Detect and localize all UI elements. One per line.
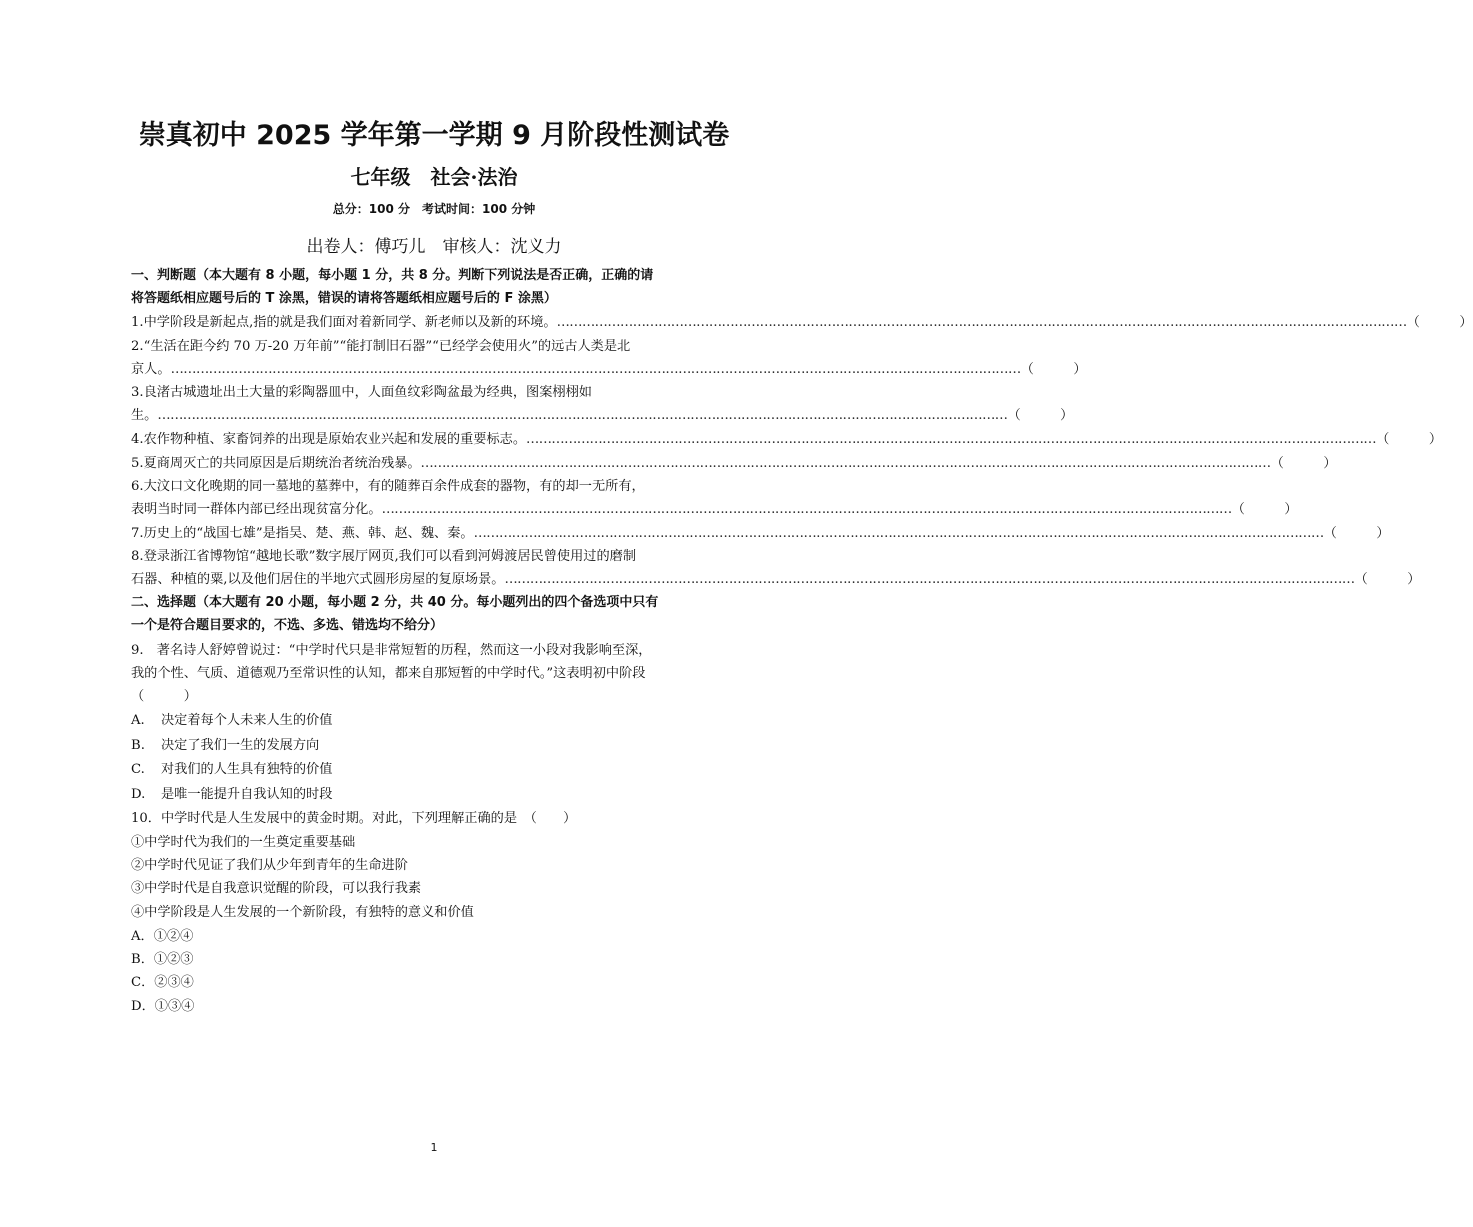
judge-item-8-line2 [131, 568, 1421, 591]
exam-title: 崇真初中 2025 学年第一学期 9 月阶段性测试卷 [138, 120, 730, 151]
judge-item-4 [131, 428, 1443, 451]
leader-dots: ………………………………………………………………………………………………………………………………………………………………………………… [420, 456, 1271, 471]
question-9-option-c [131, 758, 332, 781]
judge-item-3-line2 [131, 404, 1074, 427]
question-10-stem: 10．中学时代是人生发展中的黄金时期。对此，下列理解正确的是 （ ） [131, 811, 577, 826]
answer-blank: （ ） [1270, 456, 1337, 471]
question-10-option-b: B．①②③ [131, 952, 194, 967]
section1-heading-line2: 将答题纸相应题号后的 T 涂黑，错误的请将答题纸相应题号后的 F 涂黑） [131, 291, 557, 306]
judge-item-6-line1: 6.大汶口文化晚期的同一墓地的墓葬中，有的随葬百余件成套的器物，有的却一无所有， [131, 479, 645, 494]
leader-dots: ………………………………………………………………………………………………………………………………………………………………………………… [381, 502, 1232, 517]
judge-item-7 [131, 522, 1390, 545]
judge-item-6-line2 [131, 498, 1298, 521]
question-10-statement-2: ②中学时代见证了我们从少年到青年的生命进阶 [131, 858, 408, 873]
option-text: 对我们的人生具有独特的价值 [161, 762, 333, 777]
section2-heading-line2: 一个是符合题目要求的，不选、多选、错选均不给分） [131, 618, 444, 633]
judge-item-text: 5.夏商周灭亡的共同原因是后期统治者统治残暴。 [131, 456, 421, 471]
option-letter: B. [131, 738, 145, 753]
judge-item-2-line1: 2.“生活在距今约 70 万-20 万年前”“能打制旧石器”“已经学会使用火”的远古人类是北 [131, 339, 631, 354]
question-9-option-a [131, 709, 332, 732]
judge-item-text: 生。 [131, 408, 158, 423]
question-9-answer-blank: （ ） [131, 689, 197, 704]
question-9-option-d [131, 783, 332, 806]
section1-heading-line1: 一、判断题（本大题有 8 小题，每小题 1 分，共 8 分。判断下列说法是否正确，正确的请 [131, 268, 654, 283]
question-9-line1: 9. 著名诗人舒婷曾说过：“中学时代只是非常短暂的历程，然而这一小段对我影响至深， [131, 643, 652, 658]
option-letter: D. [131, 787, 146, 802]
answer-blank: （ ） [1020, 362, 1087, 377]
judge-item-text: 1.中学阶段是新起点,指的就是我们面对着新同学、新老师以及新的环境。 [131, 315, 557, 330]
section2-heading-line1: 二、选择题（本大题有 20 小题，每小题 2 分，共 40 分。每小题列出的四个备选项中只有 [131, 595, 659, 610]
exam-meta: 总分：100 分 考试时间：100 分钟 [332, 202, 536, 216]
question-10-statement-1: ①中学时代为我们的一生奠定重要基础 [131, 835, 356, 850]
answer-blank: （ ） [1323, 526, 1390, 541]
question-10-statement-3: ③中学时代是自我意识觉醒的阶段，可以我行我素 [131, 881, 422, 896]
leader-dots: ………………………………………………………………………………………………………………………………………………………………………………… [526, 432, 1377, 447]
judge-item-text: 京人。 [131, 362, 171, 377]
answer-blank: （ ） [1231, 502, 1298, 517]
option-text: 决定着每个人未来人生的价值 [161, 713, 333, 728]
judge-item-text: 表明当时同一群体内部已经出现贫富分化。 [131, 502, 382, 517]
exam-subtitle: 七年级 社会·法治 [350, 165, 518, 189]
judge-item-8-line1: 8.登录浙江省博物馆“越地长歌”数字展厅网页,我们可以看到河姆渡居民曾使用过的磨制 [131, 549, 637, 564]
judge-item-text: 7.历史上的“战国七雄”是指吴、楚、燕、韩、赵、魏、秦。 [131, 526, 474, 541]
question-10-option-c: C．②③④ [131, 975, 194, 990]
answer-blank: （ ） [1406, 315, 1473, 330]
page-number: 1 [430, 1141, 438, 1154]
leader-dots: ………………………………………………………………………………………………………………………………………………………………………………… [504, 572, 1355, 587]
answer-blank: （ ） [1007, 408, 1074, 423]
judge-item-text: 石器、种植的粟,以及他们居住的半地穴式圆形房屋的复原场景。 [131, 572, 505, 587]
option-letter: C. [131, 762, 145, 777]
leader-dots: ………………………………………………………………………………………………………………………………………………………………………………… [157, 408, 1008, 423]
option-text: 是唯一能提升自我认知的时段 [161, 787, 333, 802]
judge-item-1 [131, 311, 1473, 334]
leader-dots: ………………………………………………………………………………………………………………………………………………………………………………… [170, 362, 1021, 377]
question-9-line2: 我的个性、气质、道德观乃至常识性的认知，都来自那短暂的中学时代。”这表明初中阶段 [131, 666, 646, 681]
leader-dots: ………………………………………………………………………………………………………………………………………………………………………………… [556, 315, 1407, 330]
exam-authors: 出卷人：傅巧儿 审核人：沈义力 [306, 237, 562, 257]
judge-item-2-line2 [131, 358, 1087, 381]
question-10-option-d: D．①③④ [131, 999, 195, 1014]
option-letter: A. [131, 713, 145, 728]
answer-blank: （ ） [1354, 572, 1421, 587]
question-10-statement-4: ④中学阶段是人生发展的一个新阶段，有独特的意义和价值 [131, 905, 474, 920]
judge-item-3-line1: 3.良渚古城遗址出土大量的彩陶器皿中，人面鱼纹彩陶盆最为经典，图案栩栩如 [131, 385, 592, 400]
option-text: 决定了我们一生的发展方向 [161, 738, 320, 753]
judge-item-5 [131, 452, 1337, 475]
question-10-option-a: A．①②④ [131, 929, 194, 944]
judge-item-text: 4.农作物种植、家畜饲养的出现是原始农业兴起和发展的重要标志。 [131, 432, 527, 447]
question-9-option-b [131, 734, 319, 757]
leader-dots: ………………………………………………………………………………………………………………………………………………………………………………… [473, 526, 1324, 541]
answer-blank: （ ） [1376, 432, 1443, 447]
